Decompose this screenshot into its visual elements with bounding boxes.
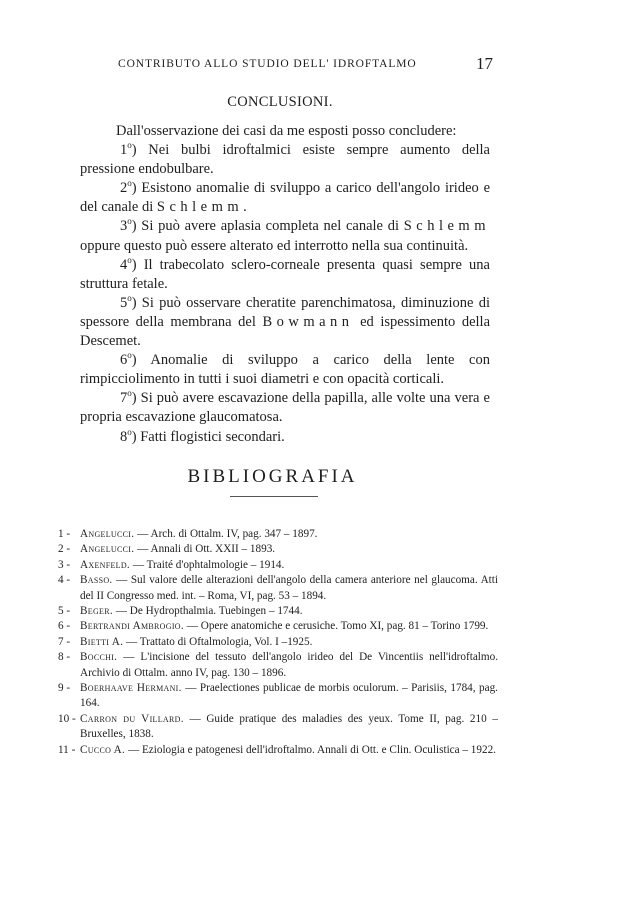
- item-text: ) Esistono anomalie di sviluppo a carico dell'angolo irideo e del canale di: [80, 180, 490, 216]
- bibliography-entry: [58, 743, 498, 758]
- item-ordinal: o: [127, 350, 132, 361]
- bibliography-entry: [58, 558, 498, 573]
- spaced-name: Bowmann: [262, 313, 354, 330]
- item-number: 6: [120, 352, 128, 369]
- bibliography-entry: [58, 527, 498, 542]
- item-number: 8: [120, 428, 128, 445]
- item-number: 5: [120, 294, 128, 311]
- entry-text: — Guide pratique des maladies des yeux. Tome II, pag. 210 – Bruxelles, 1838.: [80, 712, 498, 741]
- bibliography-list: [58, 527, 498, 758]
- bibliography-entry: [58, 619, 498, 634]
- entry-number: 2 -: [58, 543, 71, 556]
- entry-text: — De Hydropthalmia. Tuebingen – 1744.: [112, 605, 303, 618]
- item-number: 4: [120, 256, 128, 273]
- bibliography-entry: [58, 573, 498, 604]
- entry-text: — Opere anatomiche e cerusiche. Tomo XI, pag. 81 – Torino 1799.: [183, 620, 489, 633]
- item-number: 7: [120, 390, 128, 407]
- entry-number: 7 -: [58, 635, 71, 648]
- entry-author: Bertrandi Ambrogio.: [80, 620, 184, 633]
- bibliography-entry: [58, 635, 498, 650]
- spaced-name: Schlemm: [156, 199, 244, 216]
- conclusions-body: [80, 122, 490, 447]
- item-ordinal: o: [127, 254, 132, 265]
- item-text: ) Si può osservare cheratite parenchimatosa, diminuzione di spessore della membrana del: [80, 294, 490, 330]
- entry-number: 8 -: [58, 651, 71, 664]
- entry-number: 1 -: [58, 528, 71, 540]
- entry-number: 6 -: [58, 620, 71, 633]
- entry-author: Carron du Villard.: [80, 712, 184, 725]
- item-ordinal: o: [127, 293, 132, 304]
- entry-text: — Trattato di Oftalmologia, Vol. I –1925.: [123, 635, 313, 648]
- bibliography-entry: [58, 542, 498, 557]
- entry-author: Bocchi.: [80, 651, 118, 664]
- conclusion-item: [80, 351, 490, 389]
- bibliography-entry: [58, 604, 498, 619]
- heading-divider: [230, 496, 318, 497]
- bibliography-entry: [58, 681, 498, 712]
- item-text: oppure questo può essere alterato ed interrotto nella sua continuità.: [80, 237, 469, 254]
- item-ordinal: o: [127, 216, 132, 227]
- bibliography-entry: [58, 712, 498, 743]
- entry-number: 10 -: [58, 712, 76, 725]
- item-number: 1: [120, 142, 128, 159]
- item-text: ed ispessimento della Descemet.: [80, 313, 491, 350]
- entry-text: — L'incisione del tessuto dell'angolo irideo del De Vincentiis nell'idroftalmo. Archivio di Ottalm. anno IV, pag. 130 – 1896.: [80, 651, 498, 679]
- item-text: ) Anomalie di sviluppo a carico della lente con rimpicciolimento in tutti i suoi diametri e con opacità corticali.: [80, 352, 490, 388]
- entry-author: Cucco A.: [80, 743, 126, 756]
- entry-author: Axenfeld.: [80, 558, 131, 571]
- entry-text: — Annali di Ott. XXII – 1893.: [134, 543, 276, 556]
- item-text: ) Si può avere escavazione della papilla, alle volte una vera e propria escavazione glaucomatosa.: [80, 390, 490, 426]
- item-number: 3: [120, 218, 128, 235]
- entry-text: — Traité d'ophtalmologie – 1914.: [130, 558, 285, 571]
- item-text: ) Il trabecolato sclero-corneale presenta quasi sempre una struttura fetale.: [80, 256, 490, 292]
- spaced-name: Schlemm: [403, 218, 490, 235]
- item-ordinal: o: [127, 388, 132, 399]
- entry-text: — Praelectiones publicae de morbis oculorum. – Parisiis, 1784, pag. 164.: [80, 682, 498, 710]
- entry-author: Beger.: [80, 605, 113, 618]
- entry-number: 3 -: [58, 558, 71, 571]
- entry-author: Boerhaave Hermani.: [80, 682, 182, 695]
- entry-number: 4 -: [58, 574, 71, 587]
- conclusion-item: [80, 141, 490, 179]
- entry-number: 9 -: [58, 682, 71, 695]
- conclusion-item: [80, 217, 490, 255]
- item-ordinal: o: [127, 426, 132, 437]
- entry-number: 11 -: [58, 743, 76, 756]
- entry-author: Bietti A.: [80, 635, 124, 648]
- item-text: ) Nei bulbi idroftalmici esiste sempre aumento della pressione endobulbare.: [80, 142, 490, 178]
- conclusion-item: [80, 179, 490, 217]
- running-title: CONTRIBUTO ALLO STUDIO DELL' IDROFTALMO: [118, 58, 417, 70]
- entry-text: — Arch. di Ottalm. IV, pag. 347 – 1897.: [134, 528, 318, 540]
- entry-author: Angelucci.: [80, 543, 135, 556]
- item-ordinal: o: [127, 178, 132, 189]
- bibliography-entry: [58, 650, 498, 681]
- conclusions-heading: CONCLUSIONI.: [227, 94, 333, 110]
- entry-author: Angelucci.: [80, 528, 135, 540]
- conclusion-item: [80, 428, 490, 447]
- entry-text: — Eziologia e patogenesi dell'idroftalmo. Annali di Ott. e Clin. Oculistica – 1922.: [125, 743, 496, 756]
- entry-author: Basso.: [80, 574, 113, 587]
- conclusion-item: [80, 256, 490, 294]
- item-ordinal: o: [127, 140, 132, 151]
- conclusions-intro: Dall'osservazione dei casi da me esposti posso concludere:: [116, 123, 457, 139]
- item-text: ) Fatti flogistici secondari.: [131, 428, 285, 445]
- bibliography-heading: BIBLIOGRAFIA: [187, 466, 358, 487]
- item-text: ) Si può avere aplasia completa nel canale di: [131, 218, 404, 235]
- conclusion-item: [80, 294, 490, 351]
- conclusion-item: [80, 389, 490, 427]
- item-number: 2: [120, 180, 128, 197]
- entry-text: — Sul valore delle alterazioni dell'angolo della camera anteriore nel glaucoma. Atti del II Congresso med. int. – Roma, VI, pag. 53 – 1894.: [80, 574, 498, 602]
- entry-number: 5 -: [58, 605, 71, 618]
- page-number: 17: [476, 54, 493, 73]
- item-text: .: [243, 199, 247, 216]
